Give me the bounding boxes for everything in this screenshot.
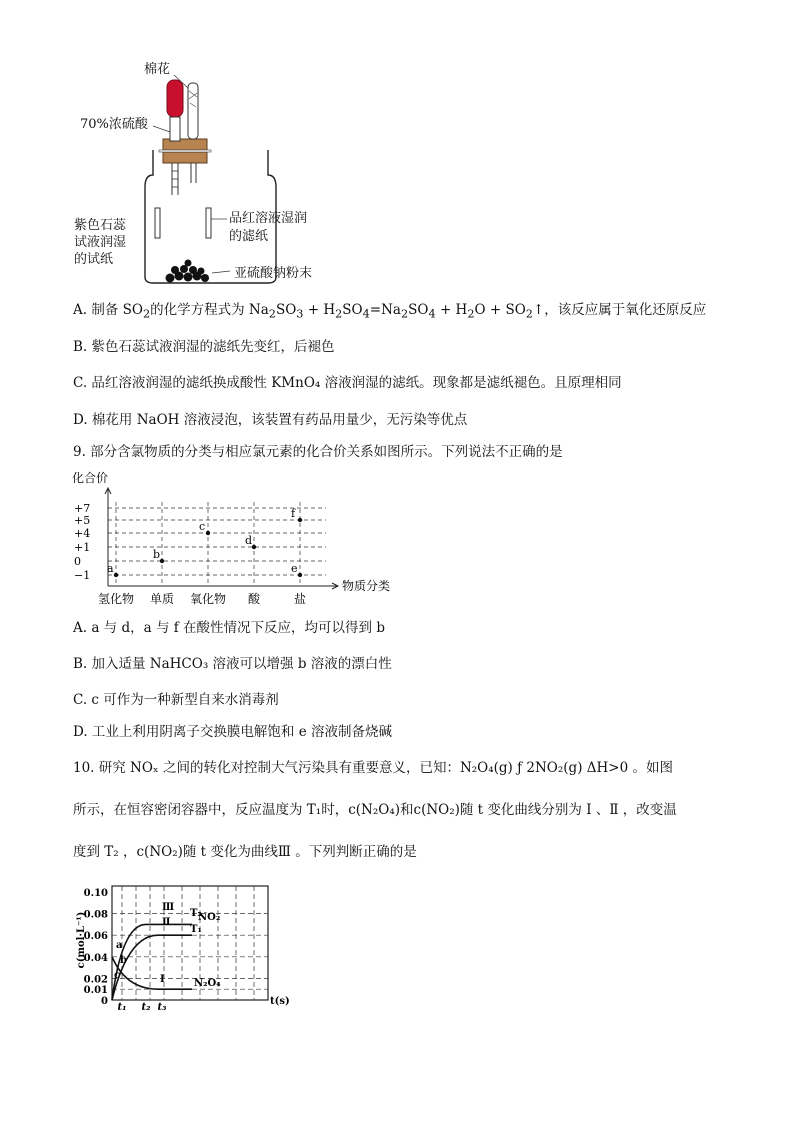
label-acid: 70%浓硫酸 xyxy=(80,117,148,132)
y-axis-label: 化合价 xyxy=(72,471,109,485)
apparatus-figure xyxy=(70,55,370,290)
y-tick-label: 0.01 xyxy=(83,985,108,997)
q10-line-1: 10. 研究 NOₓ 之间的转化对控制大气污染具有重要意义，已知：N₂O₄(g) ƒ 2NO₂(g) ΔH>0 。如图 xyxy=(73,760,673,776)
y-tick-label: −1 xyxy=(74,569,91,582)
y-tick-label: +1 xyxy=(74,541,91,554)
y-tick-label: 0.08 xyxy=(83,909,108,921)
label-pinkred-1: 品红溶液湿润 xyxy=(229,211,308,226)
annotation: T₁ xyxy=(190,924,202,935)
category-label: 盐 xyxy=(293,592,307,606)
y-axis-label: c(mol·L⁻¹) xyxy=(76,911,87,969)
concentration-chart xyxy=(74,880,290,1013)
q10-line-2: 所示，在恒容密闭容器中，反应温度为 T₁时，c(N₂O₄)和c(NO₂)随 t 变化曲线分别为 Ⅰ 、Ⅱ ，改变温 xyxy=(73,802,677,818)
x-tick-label: t₃ xyxy=(157,1002,167,1013)
y-tick-label: 0 xyxy=(74,555,81,568)
category-label: 氧化物 xyxy=(189,592,227,606)
concentration-chart-svg xyxy=(74,880,290,1013)
y-tick-label: 0.04 xyxy=(83,952,108,964)
point-a xyxy=(114,573,118,577)
label-litmus-3: 的试纸 xyxy=(74,252,114,267)
q9-option-c: C. c 可作为一种新型自来水消毒剂 xyxy=(73,692,279,708)
valence-chart-svg xyxy=(70,466,410,610)
annotation: Ⅰ xyxy=(160,974,165,985)
chlorine-valence-chart xyxy=(70,466,410,610)
q9-stem: 9. 部分含氯物质的分类与相应氯元素的化合价关系如图所示。下列说法不正确的是 xyxy=(73,444,563,460)
y-tick-label: +4 xyxy=(74,527,91,540)
annotation: Ⅲ xyxy=(162,902,175,913)
category-label: 单质 xyxy=(149,592,175,606)
y-tick-label: 0.10 xyxy=(83,888,108,899)
annotation: Ⅱ xyxy=(162,917,171,928)
annotation: NO₂ xyxy=(198,912,221,923)
x-axis-label: t(s) xyxy=(270,996,290,1007)
point-d xyxy=(252,545,256,549)
apparatus-drawing xyxy=(70,55,370,290)
x-tick-label: t₁ xyxy=(117,1002,127,1013)
plot-frame xyxy=(112,886,268,1000)
point-b xyxy=(160,559,164,563)
q8-option-b: B. 紫色石蕊试液润湿的滤纸先变红，后褪色 xyxy=(73,339,335,355)
label-cotton: 棉花 xyxy=(144,62,171,77)
annotation: c xyxy=(114,970,121,981)
x-axis-label: 物质分类 xyxy=(342,579,391,593)
y-tick-label: 0 xyxy=(101,996,108,1007)
q9-option-d: D. 工业上利用阴离子交换膜电解饱和 e 溶液制备烧碱 xyxy=(73,724,392,740)
powder-pile xyxy=(166,260,210,283)
q8-option-a: A. 制备 $SO_2$的化学方程式为 $Na_2SO_3 + H_2SO_4=Na_2SO_4 + H_2O$ + $SO_2↑$，该反应属于氧化还原反应 xyxy=(73,302,707,321)
point-label-e: e xyxy=(291,562,298,575)
point-label-c: c xyxy=(199,520,206,533)
x-tick-label: t₂ xyxy=(141,1002,151,1013)
label-powder: 亚硫酸钠粉末 xyxy=(234,266,313,281)
q8-option-c: C. 品红溶液润湿的滤纸换成酸性 KMnO₄ 溶液润湿的滤纸。现象都是滤纸褪色。且原理相同 xyxy=(73,375,622,391)
q8-option-d: D. 棉花用 NaOH 溶液浸泡，该装置有药品用量少，无污染等优点 xyxy=(73,412,468,428)
point-f xyxy=(298,518,302,522)
point-label-d: d xyxy=(245,534,253,547)
y-tick-label: 0.02 xyxy=(83,974,108,986)
label-litmus-2: 试液润湿 xyxy=(74,235,127,250)
label-litmus-1: 紫色石蕊 xyxy=(74,218,127,233)
category-label: 酸 xyxy=(247,592,261,606)
annotation: T₂ xyxy=(190,908,202,919)
q9-option-b: B. 加入适量 NaHCO₃ 溶液可以增强 b 溶液的漂白性 xyxy=(73,656,392,672)
point-label-f: f xyxy=(291,507,296,520)
point-c xyxy=(206,531,210,535)
y-tick-label: +5 xyxy=(74,514,91,527)
category-label: 氢化物 xyxy=(97,592,135,606)
annotation: a xyxy=(116,940,123,951)
annotation: b xyxy=(120,955,127,966)
label-pinkred-2: 的滤纸 xyxy=(229,229,269,244)
y-tick-label: 0.06 xyxy=(83,931,108,943)
y-tick-label: +7 xyxy=(74,502,91,515)
q9-option-a: A. a 与 d，a 与 f 在酸性情况下反应，均可以得到 b xyxy=(73,620,385,636)
point-label-a: a xyxy=(107,562,114,575)
annotation: N₂O₄ xyxy=(194,978,221,989)
point-e xyxy=(298,573,302,577)
point-label-b: b xyxy=(153,548,161,561)
q10-line-3: 度到 T₂ ，c(NO₂)随 t 变化为曲线Ⅲ 。下列判断正确的是 xyxy=(73,844,417,860)
